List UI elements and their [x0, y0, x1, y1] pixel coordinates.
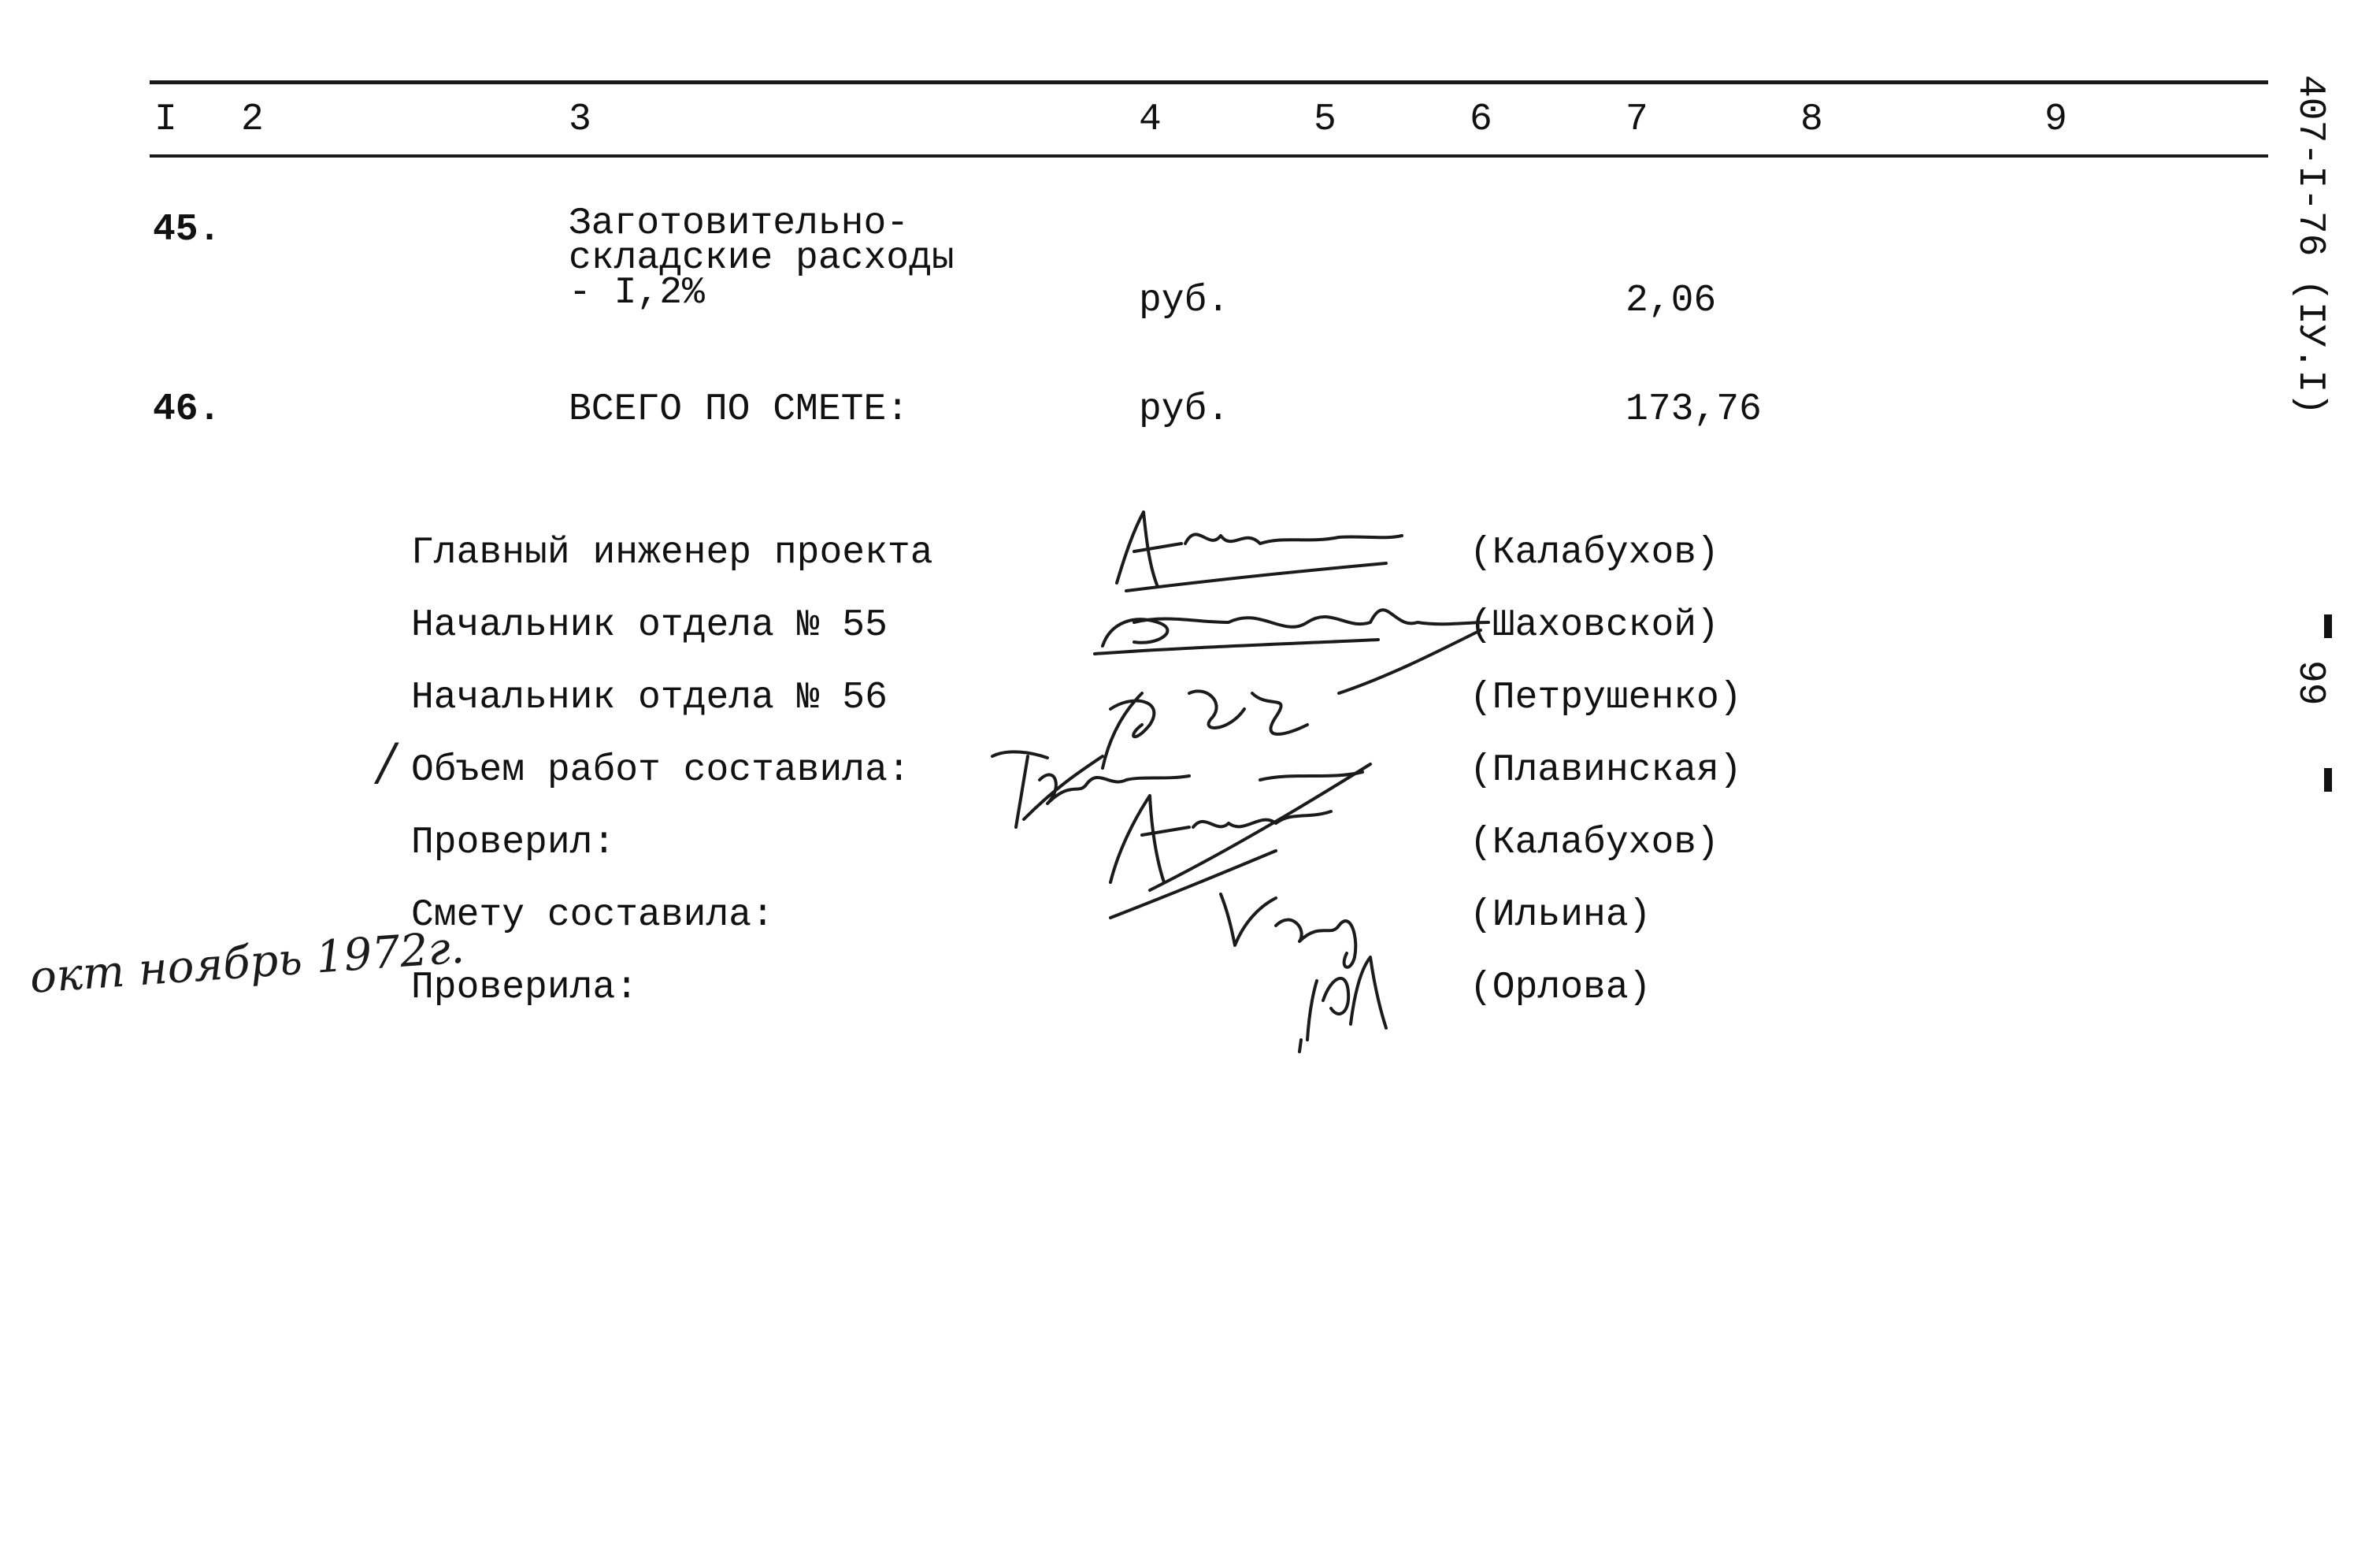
- page-number-dash-top: [2324, 614, 2332, 638]
- column-header-7: 7: [1626, 98, 1648, 141]
- signature-name-ilyina: (Ильина): [1470, 894, 1652, 937]
- signature-role-estimate-compiled: Смету составила:: [411, 894, 774, 937]
- signature-mark-orlova: [1307, 957, 1386, 1040]
- row-45-unit: руб.: [1139, 280, 1230, 322]
- signature-mark-ilyina: [1221, 894, 1355, 967]
- row-45-description: [569, 202, 955, 314]
- signature-role-checked-f: Проверила:: [411, 967, 639, 1009]
- signature-name-kalabukhov: (Калабухов): [1470, 532, 1719, 574]
- signature-mark-kalabukhov: [1117, 512, 1402, 587]
- row-45-desc-line-3: - I,2%: [569, 272, 705, 314]
- column-header-6: 6: [1470, 98, 1492, 141]
- page-number-vertical: [2288, 660, 2335, 865]
- row-45-value: 2,06: [1626, 280, 1717, 322]
- signature-mark-shakhovskoy: [1103, 610, 1488, 646]
- signature-name-petrushenko: (Петрушенко): [1470, 677, 1742, 719]
- row-45-desc-line-1: Заготовительно-: [569, 202, 910, 245]
- handwritten-date: окт ноябрь 1972г.: [28, 922, 466, 1004]
- row-46-description: ВСЕГО ПО СМЕТЕ:: [569, 388, 910, 431]
- column-header-3: 3: [569, 98, 591, 141]
- row-45-desc-line-2: складские расходы: [569, 237, 955, 280]
- signature-name-plavinskaya: (Плавинская): [1470, 749, 1742, 792]
- column-header-8: 8: [1800, 98, 1823, 141]
- column-header-4: 4: [1139, 98, 1162, 141]
- document-code-vertical: [2288, 75, 2335, 421]
- page-number-dash-bottom: [2324, 768, 2332, 792]
- signature-name-orlova: (Орлова): [1470, 967, 1652, 1009]
- row-number-45: 45.: [153, 209, 221, 251]
- signature-name-kalabukhov-2: (Калабухов): [1470, 822, 1719, 864]
- signature-role-head-dept-55: Начальник отдела № 55: [411, 604, 888, 647]
- header-top-rule: [150, 80, 2268, 84]
- header-bottom-rule: [150, 154, 2268, 158]
- signature-mark-kalabukhov-2: [1110, 772, 1362, 882]
- column-header-5: 5: [1314, 98, 1336, 141]
- column-header-1: I: [154, 98, 177, 141]
- margin-tick-mark: /: [378, 733, 395, 792]
- signature-role-head-dept-56: Начальник отдела № 56: [411, 677, 888, 719]
- signature-mark-petrushenko: [1103, 691, 1307, 768]
- signature-role-volume-compiled: Объем работ составила:: [411, 749, 910, 792]
- signature-name-shakhovskoy: (Шаховской): [1470, 604, 1719, 647]
- signature-role-chief-engineer: Главный инженер проекта: [411, 532, 933, 574]
- row-46-value: 173,76: [1626, 388, 1762, 431]
- document-code-text: 407-I-76 (IУ.I): [2289, 75, 2331, 416]
- column-header-9: 9: [2045, 98, 2067, 141]
- page-number-text: 99: [2289, 660, 2331, 706]
- column-header-2: 2: [241, 98, 264, 141]
- row-46-unit: руб.: [1139, 388, 1230, 431]
- signature-role-checked: Проверил:: [411, 822, 616, 864]
- signature-mark-plavinskaya: [992, 752, 1189, 827]
- row-number-46: 46.: [153, 388, 221, 431]
